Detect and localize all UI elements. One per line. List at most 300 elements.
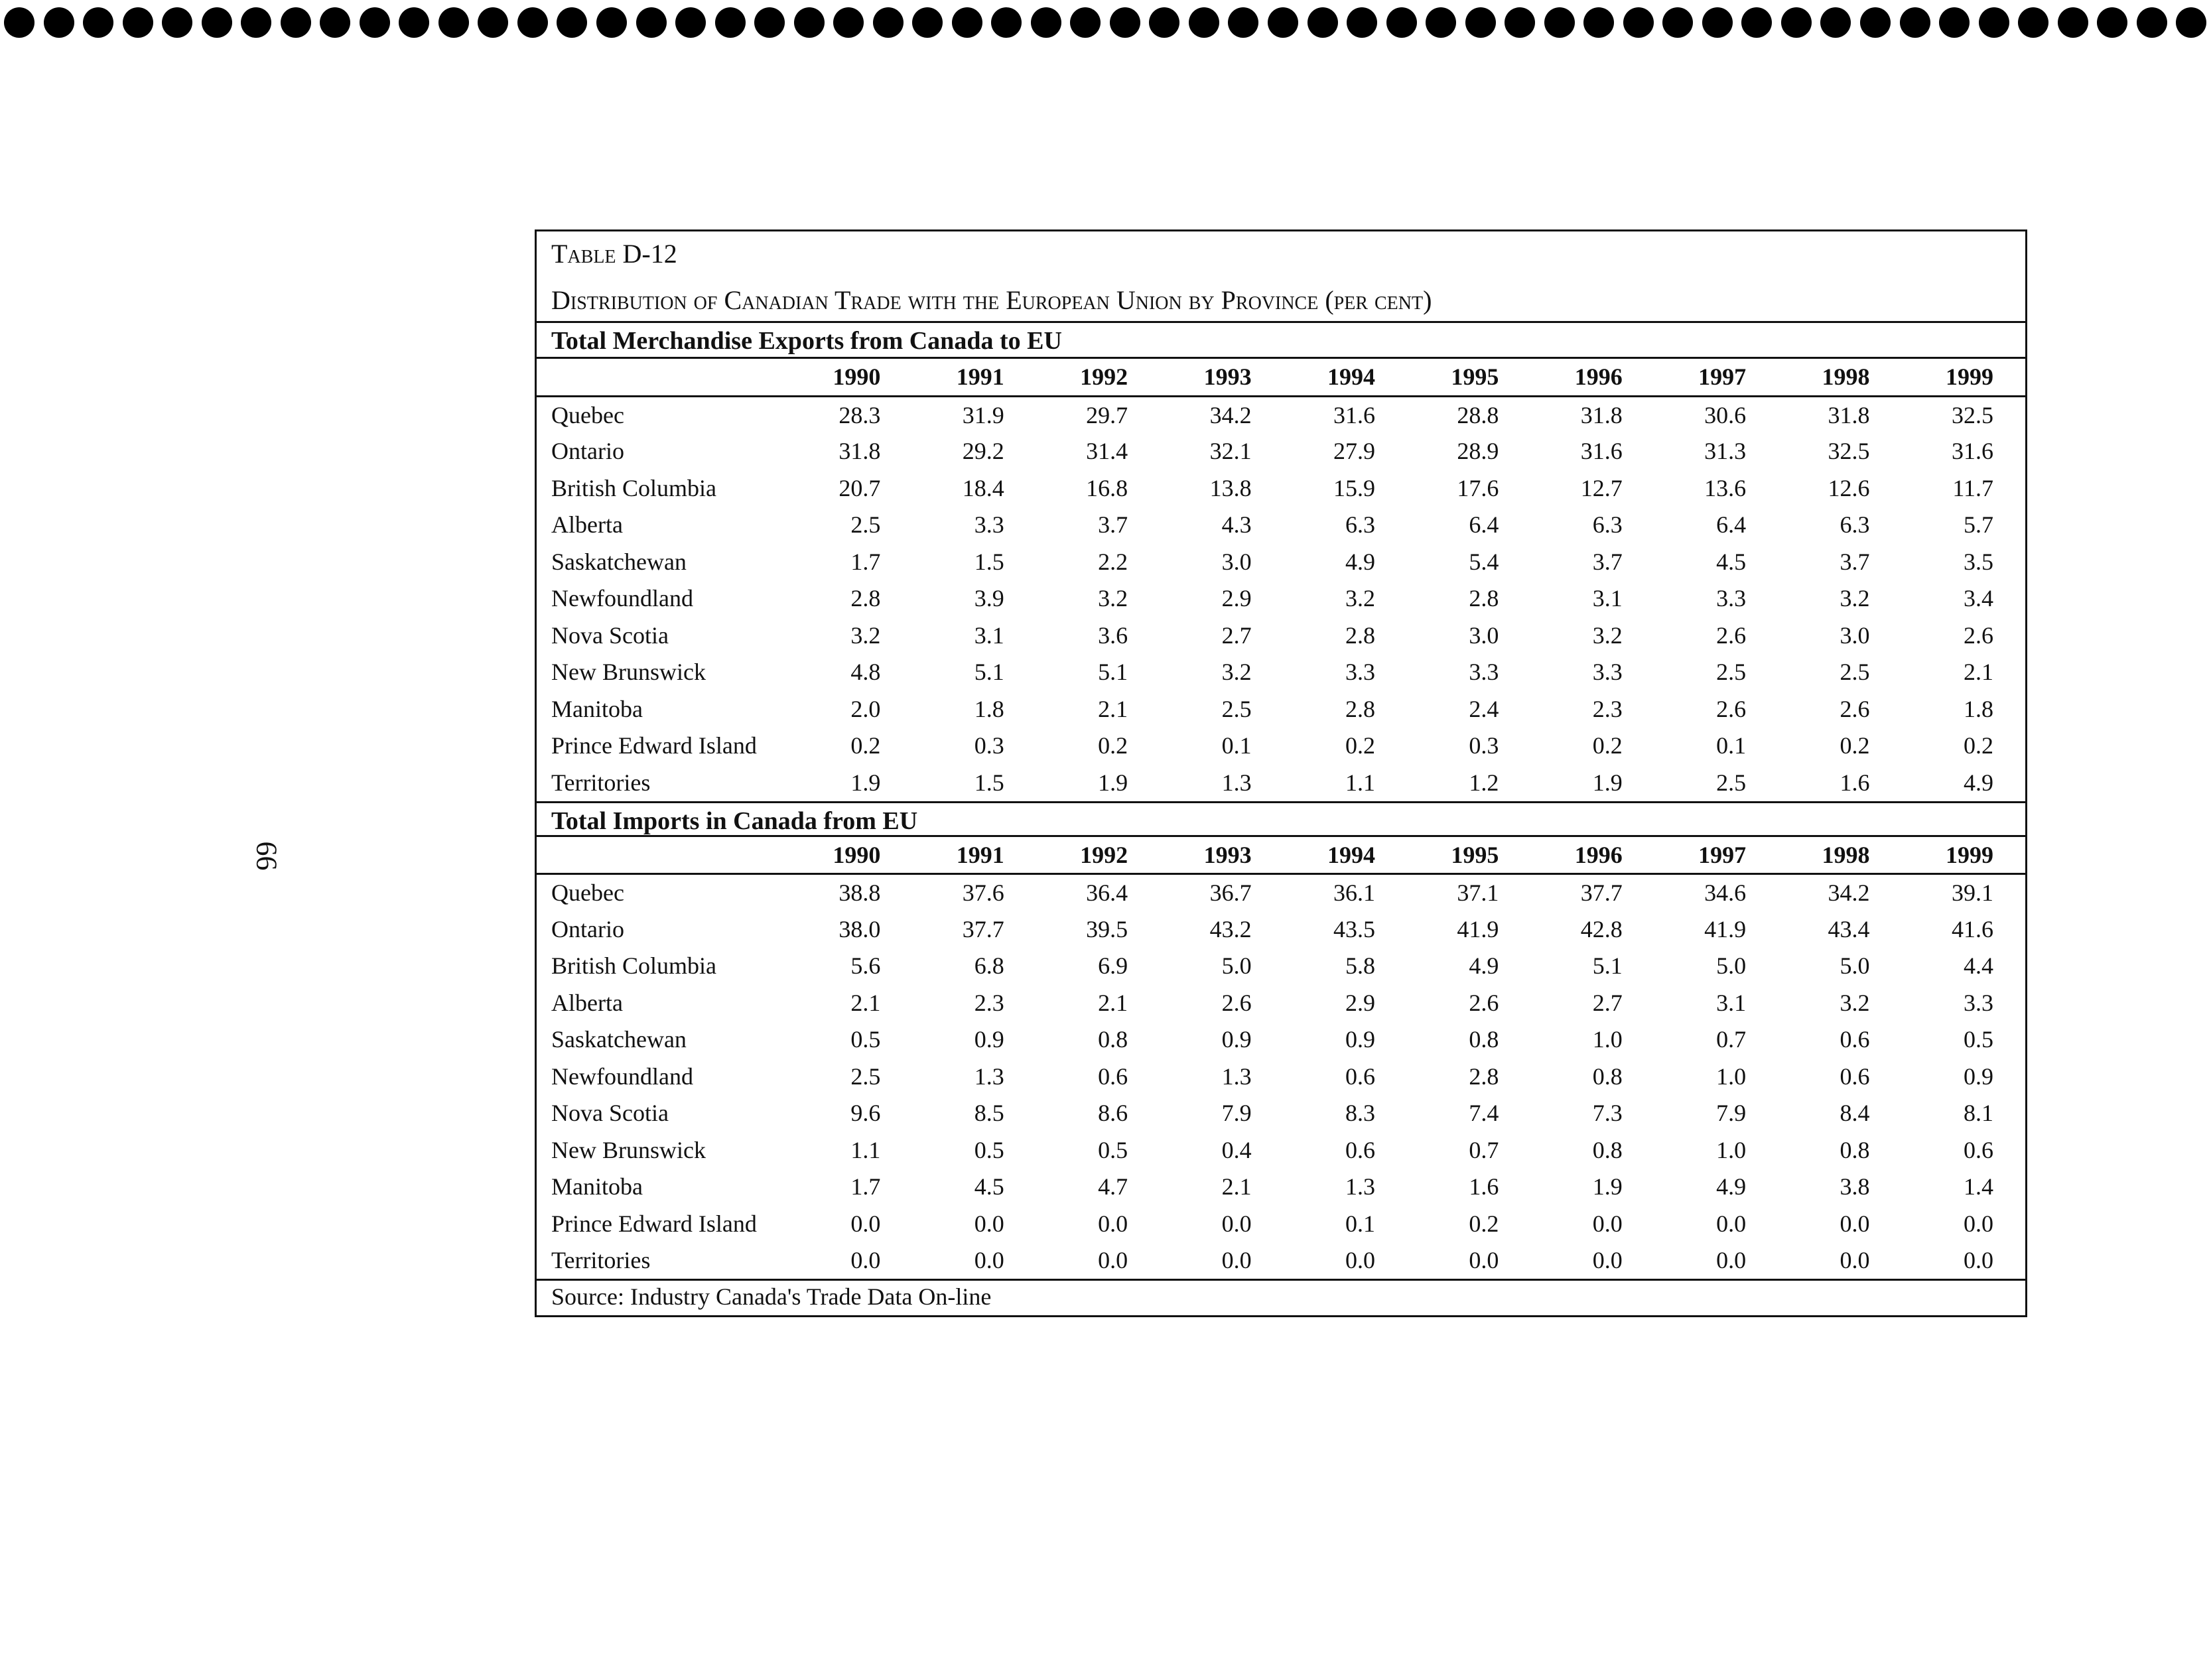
year-header: 1999 bbox=[1902, 359, 2025, 396]
binder-hole bbox=[1070, 7, 1101, 38]
percent-cell: 0.0 bbox=[1840, 1210, 1870, 1237]
binder-hole bbox=[596, 7, 627, 38]
percent-cell: 42.8 bbox=[1580, 915, 1623, 942]
percent-cell: 31.6 bbox=[1580, 438, 1623, 465]
percent-cell: 0.8 bbox=[1592, 1136, 1623, 1163]
binder-hole bbox=[2137, 7, 2167, 38]
binder-hole bbox=[1505, 7, 1535, 38]
province-name: Alberta bbox=[551, 511, 623, 539]
percent-cell: 28.8 bbox=[1457, 401, 1499, 428]
binder-hole bbox=[2058, 7, 2088, 38]
binder-hole bbox=[991, 7, 1022, 38]
percent-cell: 31.6 bbox=[1952, 438, 1993, 465]
binder-hole bbox=[636, 7, 667, 38]
percent-cell: 7.9 bbox=[1221, 1100, 1252, 1127]
binder-hole bbox=[1860, 7, 1891, 38]
percent-cell: 0.1 bbox=[1716, 732, 1747, 759]
province-name: Nova Scotia bbox=[551, 1100, 669, 1127]
binder-hole bbox=[241, 7, 271, 38]
percent-cell: 0.2 bbox=[1469, 1210, 1499, 1237]
percent-cell: 0.0 bbox=[1221, 1210, 1252, 1237]
percent-cell: 0.0 bbox=[974, 1247, 1004, 1274]
percent-cell: 6.3 bbox=[1840, 511, 1870, 539]
binder-hole bbox=[2097, 7, 2127, 38]
year-header: 1998 bbox=[1778, 837, 1901, 874]
percent-cell: 34.6 bbox=[1704, 879, 1747, 906]
percent-cell: 5.1 bbox=[1592, 952, 1623, 980]
percent-cell: 0.0 bbox=[850, 1247, 881, 1274]
percent-cell: 0.5 bbox=[974, 1136, 1004, 1163]
percent-cell: 6.3 bbox=[1592, 511, 1623, 539]
trade-table-frame bbox=[535, 229, 2027, 1317]
table-row bbox=[537, 1021, 2025, 1059]
percent-cell: 2.9 bbox=[1221, 585, 1252, 612]
percent-cell: 43.4 bbox=[1828, 915, 1870, 942]
percent-cell: 1.9 bbox=[1592, 1173, 1623, 1200]
percent-cell: 4.9 bbox=[1469, 952, 1499, 980]
table-row bbox=[537, 1169, 2025, 1206]
percent-cell: 31.3 bbox=[1704, 438, 1747, 465]
percent-cell: 15.9 bbox=[1333, 474, 1375, 501]
percent-cell: 0.2 bbox=[1964, 732, 1993, 759]
percent-cell: 2.1 bbox=[1964, 659, 1993, 686]
percent-cell: 2.1 bbox=[850, 989, 881, 1016]
percent-cell: 1.9 bbox=[850, 769, 881, 796]
binder-hole bbox=[438, 7, 469, 38]
percent-cell: 2.1 bbox=[1098, 989, 1128, 1016]
percent-cell: 0.0 bbox=[1964, 1210, 1993, 1237]
percent-cell: 3.3 bbox=[1469, 659, 1499, 686]
percent-cell: 36.4 bbox=[1086, 879, 1128, 906]
percent-cell: 0.9 bbox=[1964, 1063, 1993, 1090]
percent-cell: 39.1 bbox=[1952, 879, 1993, 906]
binder-hole bbox=[557, 7, 587, 38]
percent-cell: 32.1 bbox=[1209, 438, 1252, 465]
percent-cell: 0.1 bbox=[1345, 1210, 1375, 1237]
binder-hole bbox=[1939, 7, 1970, 38]
percent-cell: 7.3 bbox=[1592, 1100, 1623, 1127]
percent-cell: 0.0 bbox=[1098, 1210, 1128, 1237]
province-name: New Brunswick bbox=[551, 659, 706, 686]
percent-cell: 3.1 bbox=[1592, 585, 1623, 612]
percent-cell: 31.8 bbox=[1828, 401, 1870, 428]
exports-table bbox=[537, 359, 2025, 801]
binder-holes bbox=[0, 1, 2211, 44]
percent-cell: 0.8 bbox=[1840, 1136, 1870, 1163]
percent-cell: 3.7 bbox=[1592, 548, 1623, 575]
percent-cell: 2.7 bbox=[1221, 621, 1252, 649]
binder-hole bbox=[1386, 7, 1417, 38]
percent-cell: 2.0 bbox=[850, 695, 881, 722]
province-name: Quebec bbox=[551, 401, 624, 428]
percent-cell: 6.4 bbox=[1716, 511, 1747, 539]
year-header: 1997 bbox=[1654, 359, 1778, 396]
percent-cell: 1.3 bbox=[1221, 769, 1252, 796]
percent-cell: 2.8 bbox=[1345, 621, 1375, 649]
table-label: Table D-12 bbox=[551, 239, 677, 269]
percent-cell: 0.0 bbox=[1964, 1247, 1993, 1274]
year-header-row bbox=[537, 837, 2025, 874]
binder-hole bbox=[1979, 7, 2009, 38]
percent-cell: 31.4 bbox=[1086, 438, 1128, 465]
binder-hole bbox=[873, 7, 904, 38]
percent-cell: 8.4 bbox=[1840, 1100, 1870, 1127]
percent-cell: 0.6 bbox=[1098, 1063, 1128, 1090]
year-header: 1999 bbox=[1902, 837, 2025, 874]
table-row bbox=[537, 948, 2025, 985]
percent-cell: 2.9 bbox=[1345, 989, 1375, 1016]
percent-cell: 6.8 bbox=[974, 952, 1004, 980]
percent-cell: 31.8 bbox=[1580, 401, 1623, 428]
province-column-header bbox=[537, 837, 789, 874]
percent-cell: 0.7 bbox=[1469, 1136, 1499, 1163]
percent-cell: 2.6 bbox=[1716, 621, 1747, 649]
percent-cell: 0.8 bbox=[1592, 1063, 1623, 1090]
percent-cell: 37.6 bbox=[962, 879, 1004, 906]
percent-cell: 3.2 bbox=[1592, 621, 1623, 649]
percent-cell: 5.0 bbox=[1716, 952, 1747, 980]
exports-section-label: Total Merchandise Exports from Canada to EU bbox=[537, 323, 2025, 359]
percent-cell: 8.6 bbox=[1098, 1100, 1128, 1127]
percent-cell: 3.2 bbox=[1098, 585, 1128, 612]
province-name: Prince Edward Island bbox=[551, 1210, 757, 1237]
percent-cell: 3.1 bbox=[974, 621, 1004, 649]
percent-cell: 1.2 bbox=[1469, 769, 1499, 796]
percent-cell: 2.2 bbox=[1098, 548, 1128, 575]
percent-cell: 1.1 bbox=[1345, 769, 1375, 796]
percent-cell: 2.1 bbox=[1221, 1173, 1252, 1200]
percent-cell: 8.1 bbox=[1964, 1100, 1993, 1127]
province-name: British Columbia bbox=[551, 952, 717, 980]
percent-cell: 5.7 bbox=[1964, 511, 1993, 539]
percent-cell: 43.2 bbox=[1209, 915, 1252, 942]
binder-hole bbox=[44, 7, 74, 38]
percent-cell: 7.4 bbox=[1469, 1100, 1499, 1127]
binder-hole bbox=[1307, 7, 1338, 38]
percent-cell: 2.8 bbox=[1345, 695, 1375, 722]
percent-cell: 3.3 bbox=[1592, 659, 1623, 686]
percent-cell: 4.3 bbox=[1221, 511, 1252, 539]
percent-cell: 0.2 bbox=[1592, 732, 1623, 759]
binder-hole bbox=[123, 7, 153, 38]
binder-hole bbox=[1110, 7, 1140, 38]
binder-hole bbox=[1149, 7, 1179, 38]
percent-cell: 0.6 bbox=[1345, 1136, 1375, 1163]
percent-cell: 2.8 bbox=[850, 585, 881, 612]
percent-cell: 5.6 bbox=[850, 952, 881, 980]
percent-cell: 37.7 bbox=[962, 915, 1004, 942]
percent-cell: 3.0 bbox=[1221, 548, 1252, 575]
binder-hole bbox=[1623, 7, 1654, 38]
percent-cell: 12.6 bbox=[1828, 474, 1870, 501]
percent-cell: 2.6 bbox=[1840, 695, 1870, 722]
percent-cell: 29.2 bbox=[962, 438, 1004, 465]
percent-cell: 6.4 bbox=[1469, 511, 1499, 539]
percent-cell: 2.6 bbox=[1964, 621, 1993, 649]
binder-hole bbox=[83, 7, 113, 38]
percent-cell: 3.2 bbox=[1221, 659, 1252, 686]
percent-cell: 2.4 bbox=[1469, 695, 1499, 722]
percent-cell: 4.9 bbox=[1716, 1173, 1747, 1200]
binder-hole bbox=[517, 7, 548, 38]
percent-cell: 8.3 bbox=[1345, 1100, 1375, 1127]
percent-cell: 34.2 bbox=[1209, 401, 1252, 428]
year-header: 1995 bbox=[1407, 837, 1530, 874]
percent-cell: 18.4 bbox=[962, 474, 1004, 501]
table-row bbox=[537, 911, 2025, 948]
percent-cell: 3.8 bbox=[1840, 1173, 1870, 1200]
imports-table bbox=[537, 837, 2025, 1279]
percent-cell: 1.1 bbox=[850, 1136, 881, 1163]
percent-cell: 32.5 bbox=[1952, 401, 1993, 428]
percent-cell: 4.5 bbox=[974, 1173, 1004, 1200]
percent-cell: 1.0 bbox=[1716, 1136, 1747, 1163]
percent-cell: 1.0 bbox=[1592, 1026, 1623, 1053]
year-header: 1990 bbox=[789, 837, 912, 874]
percent-cell: 1.6 bbox=[1840, 769, 1870, 796]
province-name: Saskatchewan bbox=[551, 548, 687, 575]
binder-hole bbox=[1544, 7, 1575, 38]
table-row bbox=[537, 654, 2025, 691]
percent-cell: 0.2 bbox=[1098, 732, 1128, 759]
table-row bbox=[537, 396, 2025, 433]
table-row bbox=[537, 617, 2025, 654]
percent-cell: 0.0 bbox=[1345, 1247, 1375, 1274]
percent-cell: 41.6 bbox=[1952, 915, 1993, 942]
province-name: Ontario bbox=[551, 915, 624, 942]
percent-cell: 0.0 bbox=[1098, 1247, 1128, 1274]
binder-hole bbox=[1662, 7, 1693, 38]
table-heading bbox=[537, 231, 2025, 323]
percent-cell: 2.5 bbox=[1716, 659, 1747, 686]
percent-cell: 0.7 bbox=[1716, 1026, 1747, 1053]
binder-hole bbox=[320, 7, 350, 38]
year-header: 1991 bbox=[912, 359, 1036, 396]
year-header: 1992 bbox=[1036, 837, 1160, 874]
binder-hole bbox=[1189, 7, 1219, 38]
percent-cell: 8.5 bbox=[974, 1100, 1004, 1127]
percent-cell: 3.6 bbox=[1098, 621, 1128, 649]
percent-cell: 0.6 bbox=[1840, 1026, 1870, 1053]
percent-cell: 41.9 bbox=[1704, 915, 1747, 942]
binder-hole bbox=[478, 7, 508, 38]
province-name: Ontario bbox=[551, 438, 624, 465]
percent-cell: 0.2 bbox=[1345, 732, 1375, 759]
binder-hole bbox=[1228, 7, 1258, 38]
province-name: Prince Edward Island bbox=[551, 732, 757, 759]
percent-cell: 5.8 bbox=[1345, 952, 1375, 980]
binder-hole bbox=[754, 7, 785, 38]
percent-cell: 7.9 bbox=[1716, 1100, 1747, 1127]
percent-cell: 4.9 bbox=[1964, 769, 1993, 796]
percent-cell: 41.9 bbox=[1457, 915, 1499, 942]
percent-cell: 0.6 bbox=[1840, 1063, 1870, 1090]
percent-cell: 3.3 bbox=[1964, 989, 1993, 1016]
percent-cell: 29.7 bbox=[1086, 401, 1128, 428]
percent-cell: 1.4 bbox=[1964, 1173, 1993, 1200]
percent-cell: 0.0 bbox=[1592, 1210, 1623, 1237]
binder-hole bbox=[1702, 7, 1733, 38]
percent-cell: 0.3 bbox=[974, 732, 1004, 759]
percent-cell: 0.6 bbox=[1345, 1063, 1375, 1090]
percent-cell: 3.2 bbox=[850, 621, 881, 649]
percent-cell: 1.5 bbox=[974, 769, 1004, 796]
binder-hole bbox=[1900, 7, 1930, 38]
table-row bbox=[537, 874, 2025, 911]
year-header: 1993 bbox=[1160, 359, 1283, 396]
source-note: Source: Industry Canada's Trade Data On-line bbox=[537, 1279, 2025, 1312]
province-name: Manitoba bbox=[551, 1173, 643, 1200]
table-row bbox=[537, 1205, 2025, 1242]
binder-hole bbox=[1820, 7, 1851, 38]
percent-cell: 6.3 bbox=[1345, 511, 1375, 539]
percent-cell: 2.8 bbox=[1469, 585, 1499, 612]
percent-cell: 17.6 bbox=[1457, 474, 1499, 501]
table-row bbox=[537, 433, 2025, 470]
percent-cell: 13.8 bbox=[1209, 474, 1252, 501]
percent-cell: 3.7 bbox=[1098, 511, 1128, 539]
binder-hole bbox=[833, 7, 864, 38]
binder-hole bbox=[2176, 7, 2206, 38]
percent-cell: 0.8 bbox=[1098, 1026, 1128, 1053]
table-row bbox=[537, 1242, 2025, 1279]
binder-hole bbox=[952, 7, 982, 38]
percent-cell: 0.0 bbox=[1592, 1247, 1623, 1274]
year-header: 1993 bbox=[1160, 837, 1283, 874]
percent-cell: 3.4 bbox=[1964, 585, 1993, 612]
province-name: Newfoundland bbox=[551, 1063, 693, 1090]
percent-cell: 2.5 bbox=[1840, 659, 1870, 686]
percent-cell: 5.1 bbox=[974, 659, 1004, 686]
table-row bbox=[537, 470, 2025, 507]
table-row bbox=[537, 728, 2025, 765]
percent-cell: 4.8 bbox=[850, 659, 881, 686]
year-header: 1994 bbox=[1284, 359, 1407, 396]
binder-hole bbox=[1426, 7, 1456, 38]
percent-cell: 2.7 bbox=[1592, 989, 1623, 1016]
percent-cell: 3.2 bbox=[1840, 585, 1870, 612]
percent-cell: 2.3 bbox=[1592, 695, 1623, 722]
percent-cell: 1.3 bbox=[974, 1063, 1004, 1090]
province-name: Nova Scotia bbox=[551, 621, 669, 649]
percent-cell: 11.7 bbox=[1952, 474, 1993, 501]
percent-cell: 0.3 bbox=[1469, 732, 1499, 759]
percent-cell: 0.5 bbox=[1098, 1136, 1128, 1163]
percent-cell: 1.5 bbox=[974, 548, 1004, 575]
percent-cell: 6.9 bbox=[1098, 952, 1128, 980]
province-name: Quebec bbox=[551, 879, 624, 906]
binder-hole bbox=[715, 7, 746, 38]
percent-cell: 0.9 bbox=[1345, 1026, 1375, 1053]
percent-cell: 0.5 bbox=[1964, 1026, 1993, 1053]
percent-cell: 5.1 bbox=[1098, 659, 1128, 686]
percent-cell: 28.9 bbox=[1457, 438, 1499, 465]
province-name: Territories bbox=[551, 1247, 651, 1274]
binder-hole bbox=[1268, 7, 1298, 38]
percent-cell: 0.0 bbox=[1716, 1210, 1747, 1237]
binder-hole bbox=[281, 7, 311, 38]
table-row bbox=[537, 1058, 2025, 1095]
binder-hole bbox=[1781, 7, 1812, 38]
table-row bbox=[537, 984, 2025, 1021]
percent-cell: 32.5 bbox=[1828, 438, 1870, 465]
percent-cell: 1.3 bbox=[1345, 1173, 1375, 1200]
binder-hole bbox=[1583, 7, 1614, 38]
year-header: 1990 bbox=[789, 359, 912, 396]
year-header-row bbox=[537, 359, 2025, 396]
percent-cell: 1.8 bbox=[974, 695, 1004, 722]
year-header: 1998 bbox=[1778, 359, 1901, 396]
percent-cell: 1.9 bbox=[1098, 769, 1128, 796]
binder-hole bbox=[1347, 7, 1377, 38]
percent-cell: 2.3 bbox=[974, 989, 1004, 1016]
year-header: 1996 bbox=[1530, 837, 1654, 874]
binder-hole bbox=[794, 7, 825, 38]
percent-cell: 1.8 bbox=[1964, 695, 1993, 722]
percent-cell: 3.7 bbox=[1840, 548, 1870, 575]
province-name: British Columbia bbox=[551, 474, 717, 501]
province-name: Newfoundland bbox=[551, 585, 693, 612]
percent-cell: 31.8 bbox=[838, 438, 881, 465]
page-number: 66 bbox=[250, 841, 283, 871]
year-header: 1992 bbox=[1036, 359, 1160, 396]
table-row bbox=[537, 543, 2025, 580]
percent-cell: 3.2 bbox=[1345, 585, 1375, 612]
binder-hole bbox=[912, 7, 943, 38]
binder-hole bbox=[202, 7, 232, 38]
percent-cell: 37.7 bbox=[1580, 879, 1623, 906]
binder-hole bbox=[2018, 7, 2048, 38]
province-column-header bbox=[537, 359, 789, 396]
percent-cell: 3.3 bbox=[974, 511, 1004, 539]
binder-hole bbox=[4, 7, 34, 38]
percent-cell: 39.5 bbox=[1086, 915, 1128, 942]
percent-cell: 9.6 bbox=[850, 1100, 881, 1127]
percent-cell: 0.0 bbox=[850, 1210, 881, 1237]
imports-section-label: Total Imports in Canada from EU bbox=[537, 801, 2025, 837]
percent-cell: 1.7 bbox=[850, 1173, 881, 1200]
percent-cell: 0.4 bbox=[1221, 1136, 1252, 1163]
percent-cell: 2.6 bbox=[1469, 989, 1499, 1016]
percent-cell: 13.6 bbox=[1704, 474, 1747, 501]
percent-cell: 28.3 bbox=[838, 401, 881, 428]
table-row bbox=[537, 764, 2025, 801]
binder-hole bbox=[1741, 7, 1772, 38]
percent-cell: 4.5 bbox=[1716, 548, 1747, 575]
percent-cell: 3.0 bbox=[1840, 621, 1870, 649]
binder-hole bbox=[1465, 7, 1496, 38]
year-header: 1991 bbox=[912, 837, 1036, 874]
percent-cell: 0.0 bbox=[1840, 1247, 1870, 1274]
percent-cell: 43.5 bbox=[1333, 915, 1375, 942]
percent-cell: 31.6 bbox=[1333, 401, 1375, 428]
percent-cell: 16.8 bbox=[1086, 474, 1128, 501]
percent-cell: 3.3 bbox=[1345, 659, 1375, 686]
percent-cell: 2.6 bbox=[1716, 695, 1747, 722]
percent-cell: 5.4 bbox=[1469, 548, 1499, 575]
percent-cell: 2.8 bbox=[1469, 1063, 1499, 1090]
binder-hole bbox=[360, 7, 390, 38]
table-row bbox=[537, 1131, 2025, 1169]
table-row bbox=[537, 690, 2025, 728]
binder-hole bbox=[1031, 7, 1061, 38]
percent-cell: 1.9 bbox=[1592, 769, 1623, 796]
percent-cell: 3.9 bbox=[974, 585, 1004, 612]
percent-cell: 1.3 bbox=[1221, 1063, 1252, 1090]
percent-cell: 31.9 bbox=[962, 401, 1004, 428]
table-row bbox=[537, 507, 2025, 544]
percent-cell: 0.9 bbox=[974, 1026, 1004, 1053]
